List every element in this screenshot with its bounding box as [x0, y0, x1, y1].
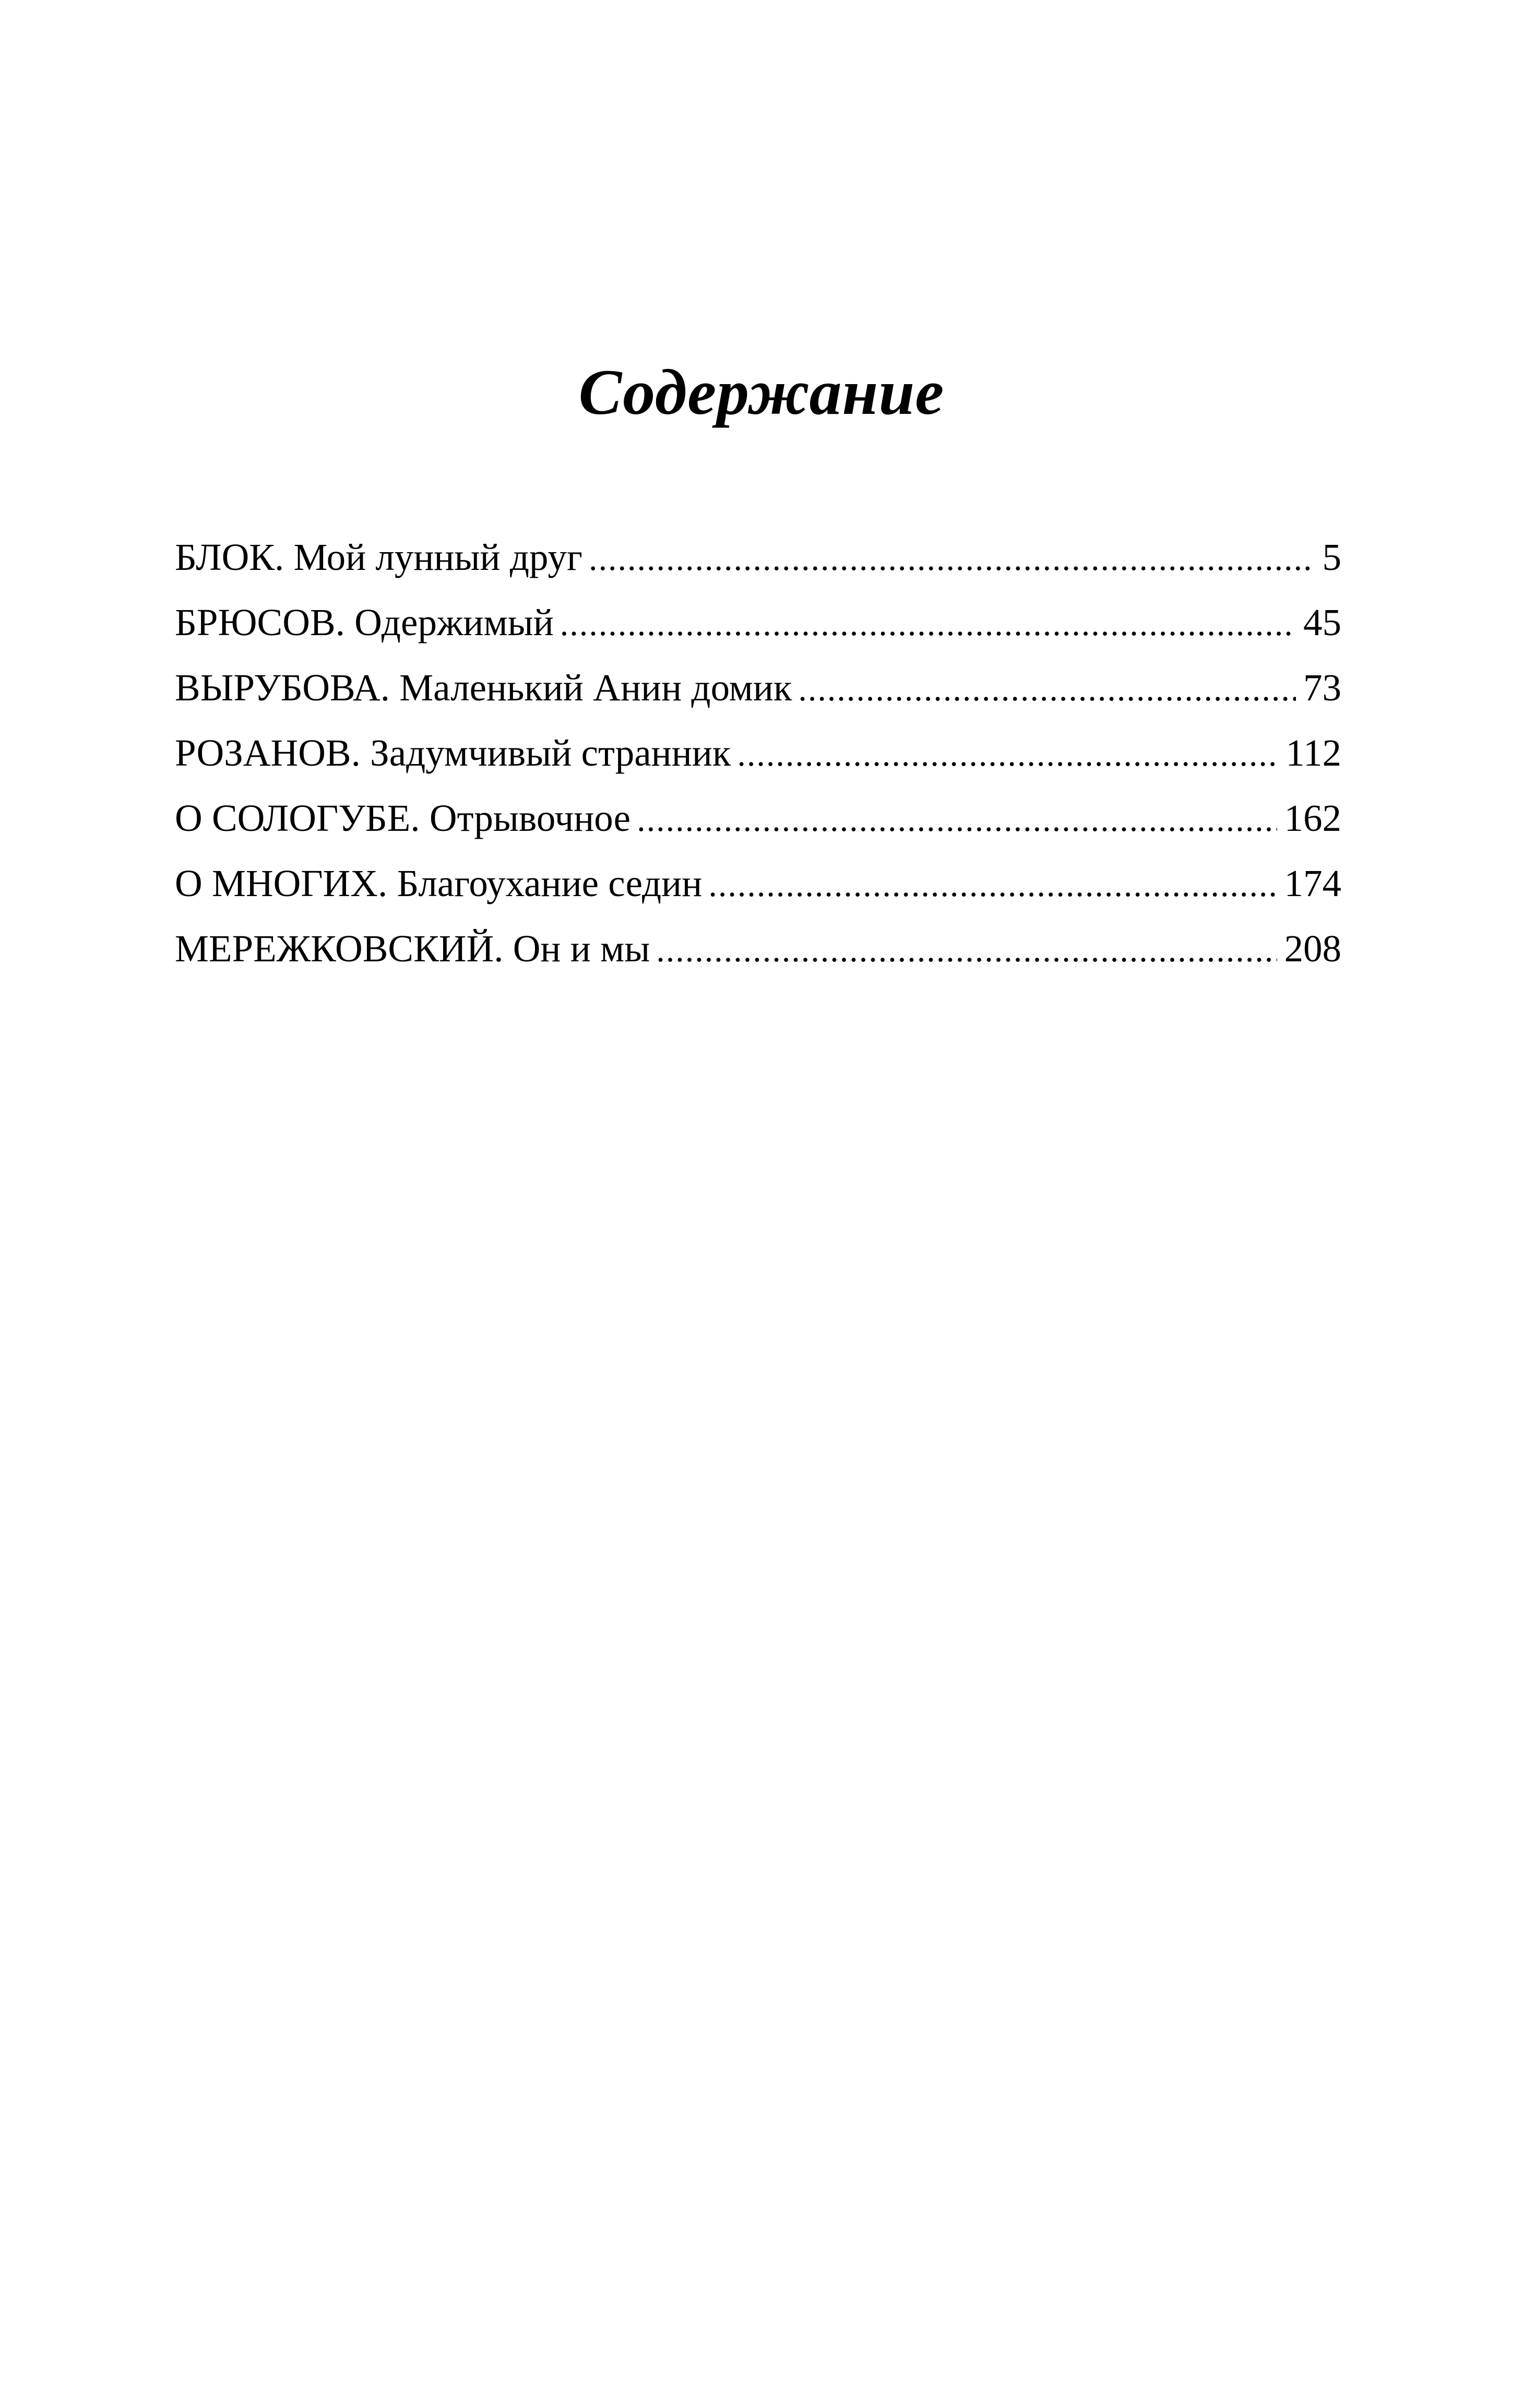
dot-leader [708, 852, 1277, 917]
toc-page-number: 112 [1286, 732, 1341, 774]
toc-item [175, 524, 1341, 590]
toc-entry-title: О МНОГИХ. Благоухание седин [175, 862, 703, 904]
page-title: Содержание [578, 356, 945, 428]
dot-leader [637, 787, 1277, 852]
toc-entry-title: БРЮСОВ. Одержимый [175, 601, 554, 643]
dot-leader [656, 917, 1277, 983]
toc-entry-title: РОЗАНОВ. Задумчивый странник [175, 732, 731, 774]
toc-item [175, 916, 1341, 981]
toc-page-number: 73 [1303, 666, 1341, 709]
toc-page-number: 174 [1284, 862, 1341, 904]
toc-item [175, 851, 1341, 916]
toc-item [175, 655, 1341, 720]
toc-entry-title: БЛОК. Мой лунный друг [175, 536, 582, 578]
toc-page-number: 5 [1322, 536, 1341, 578]
toc-page-number: 45 [1303, 601, 1341, 643]
toc-entry-title: МЕРЕЖКОВСКИЙ. Он и мы [175, 927, 650, 970]
dot-leader [798, 657, 1296, 722]
toc-item [175, 785, 1341, 851]
toc-item [175, 590, 1341, 655]
dot-leader [737, 722, 1278, 787]
toc-page-number: 162 [1284, 797, 1341, 839]
toc-item [175, 720, 1341, 785]
dot-leader [560, 591, 1296, 657]
toc-entry-title: О СОЛОГУБЕ. Отрывочное [175, 797, 631, 839]
dot-leader [589, 526, 1315, 591]
table-of-contents [175, 524, 1341, 981]
toc-entry-title: ВЫРУБОВА. Маленький Анин домик [175, 666, 792, 709]
toc-page-number: 208 [1284, 927, 1341, 970]
